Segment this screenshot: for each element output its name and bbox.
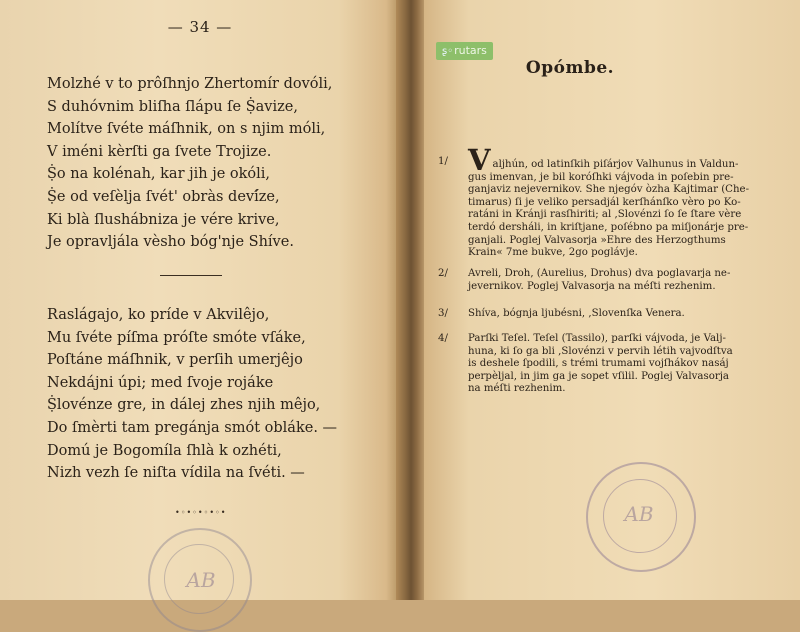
section-divider: [160, 275, 222, 276]
note-line: ratáni in Kránji rasſhiriti; al ,Slovénzi ſo ſe ſtare vère: [468, 209, 742, 221]
logo-mark-icon: ʂ◦: [442, 46, 454, 57]
verse-line: Ṩlovénze gre, in dálej zhes njih mêjo,: [47, 397, 321, 414]
footnote-text: [468, 268, 788, 293]
note-line: Shíva, bógnja ljubésni, ,Slovenſka Venera.: [468, 308, 685, 319]
left-page: [0, 0, 398, 600]
footnote-text: [468, 143, 788, 260]
note-line: ganjaviz nejevernikov. She njegóv òzha Kajtimar (Che-: [468, 184, 750, 196]
verse-line: Molzhé v to prôſhnjo Zhertomír dovóli,: [47, 76, 333, 92]
library-stamp-icon: [586, 462, 696, 572]
verse-line: Ki blà ſlushábniza je vére krive,: [47, 211, 280, 228]
verse-line: Je opravljála vèsho bóg'nje Shíve.: [47, 234, 294, 251]
footnote-number: 4/: [438, 333, 448, 344]
watermark-text: rutars: [454, 44, 487, 57]
stamp-monogram: AB: [186, 568, 216, 592]
verse-line: Domú je Bogomíla ſhlà k ozhéti,: [47, 442, 282, 459]
note-line: jevernikov. Poglej Valvasorja na méſti rezhenim.: [468, 280, 716, 292]
note-line: gus imenvan, je bil koróſhki vájvoda in poſebin pre-: [468, 171, 734, 183]
stanza-2: [47, 304, 337, 485]
note-line: na méſti rezhenim.: [468, 383, 566, 395]
note-line: Krain« 7me bukve, 2go poglávje.: [468, 247, 638, 259]
verse-line: Ṩe od veſèlja ſvét' obràs deví́ze,: [47, 188, 280, 205]
verse-line: Raslágajo, ko príde v Akvilêjo,: [47, 307, 270, 323]
verse-line: Molítve ſvéte máſhnik, on s njim móli,: [47, 121, 326, 138]
note-line: is deshele ſpodili, s trémi trumami vojſhákov nasáj: [468, 358, 729, 370]
page-title: Opómbe.: [525, 58, 615, 78]
verse-line: Poſtáne máſhnik, v perſih umerjêjo: [47, 352, 303, 369]
note-line: huna, ki ſo ga bli ,Slovénzi v pervih létih vajvodſtva: [468, 345, 733, 357]
book-gutter: [396, 0, 426, 600]
page-number: — 34 —: [167, 18, 233, 36]
drop-cap: V: [468, 143, 491, 177]
end-ornament: •◦•◦•◦•◦•: [175, 508, 227, 517]
footnote-text: [468, 308, 788, 321]
verse-line: Do ſmèrti tam pregánja smót obláke. —: [47, 419, 338, 436]
footnote-number: 2/: [438, 268, 448, 279]
verse-line: Nizh vezh ſe niſta vídila na ſvéti. —: [47, 465, 305, 482]
stanza-1: [47, 73, 332, 254]
verse-line: S duhóvnim bliſha ſlápu ſe Ṩavize,: [47, 98, 298, 115]
note-line: terdó dersháli, in kriſtjane, poſébno pa miſjonárje pre-: [468, 221, 749, 233]
note-line: ganjali. Poglej Valvasorja »Ehre des Herzogthums: [468, 234, 726, 246]
note-line: Parſki Teſel. Teſel (Tassilo), parſki vájvoda, je Valj-: [468, 333, 726, 344]
note-line: Avreli, Droh, (Aurelius, Drohus) dva poglavarja ne-: [468, 268, 731, 279]
verse-line: Nekdájni úpi; med ſvoje rojáke: [47, 374, 274, 391]
note-line-text: aljhún, od latinſkih piſárjov Valhunus in Valdun-: [492, 159, 739, 170]
stamp-monogram: AB: [624, 502, 654, 526]
verse-line: V iméni kèrſti ga ſvete Trojize.: [47, 143, 272, 160]
library-stamp-icon: [148, 528, 252, 632]
footnote-number: 1/: [438, 156, 448, 167]
verse-line: Mu ſvéte píſma próſte smóte vſáke,: [47, 329, 306, 346]
footnote-text: [468, 333, 788, 396]
footnote-number: 3/: [438, 308, 448, 319]
note-line: perpèljal, in jim ga je sopet vſilil. Poglej Valvasorja: [468, 370, 729, 382]
note-line: timarus) ſi je veliko persadjál kerſhánſko vèro po Ko-: [468, 196, 741, 208]
verse-line: Ṩo na kolénah, kar jih je okóli,: [47, 166, 271, 183]
